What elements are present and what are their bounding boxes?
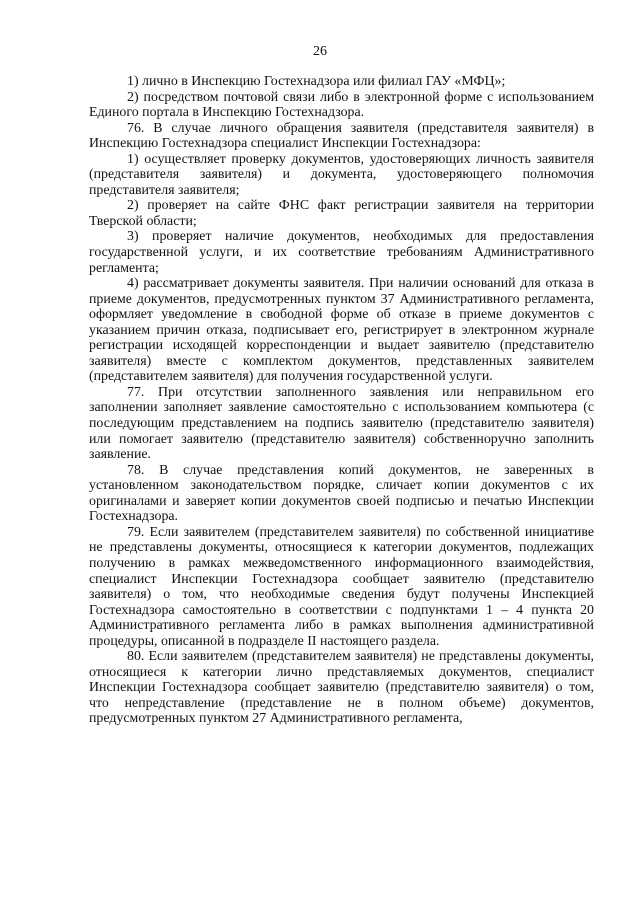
paragraph-76-1: 1) осуществляет проверку документов, удостоверяющих личность заявителя (представителя заявителя) и документа, удостоверяющего полномочия представителя заявителя;: [89, 151, 594, 198]
paragraph-80: 80. Если заявителем (представителем заявителя) не представлены документы, относящиеся к категории лично представляемых документов, специалист Инспекции Гостехнадзора сообщает заявителю (представителю заявителя) о том, что непредставление (представление не в полном объеме) документов, предусмотренных пунктом 27 Административного регламента,: [89, 649, 594, 727]
paragraph-76-3: 3) проверяет наличие документов, необходимых для предоставления государственной услуги, и их соответствие требованиям Административного регламента;: [89, 229, 594, 276]
document-body: [89, 74, 594, 727]
paragraph-76-2: 2) проверяет на сайте ФНС факт регистрации заявителя на территории Тверской области;: [89, 198, 594, 229]
paragraph-77: 77. При отсутствии заполненного заявления или неправильном его заполнении заполняет заявление самостоятельно с использованием компьютера (с последующим представлением на подпись заявителю (представителю заявителя) или помогает заявителю (представителю заявителя) собственноручно заполнить заявление.: [89, 384, 594, 463]
page-number: 26: [313, 44, 327, 59]
paragraph-delivery-post-or-online: 2) посредством почтовой связи либо в электронной форме с использованием Единого портала в Инспекцию Гостехнадзора.: [89, 89, 594, 121]
paragraph-delivery-in-person: 1) лично в Инспекцию Гостехнадзора или филиал ГАУ «МФЦ»;: [127, 74, 506, 89]
paragraph-78: 78. В случае представления копий документов, не заверенных в установленном законодательством порядке, сличает копии документов с их оригиналами и заверяет копии документов своей подписью и печатью Инспекции Гостехнадзора.: [89, 462, 594, 525]
paragraph-76-4: 4) рассматривает документы заявителя. При наличии оснований для отказа в приеме документов, предусмотренных пунктом 37 Административного регламента, оформляет уведомление в свободной форме об отказе в приеме документов с указанием причин отказа, подписывает его, регистрирует в электронном журнале регистрации исходящей корреспонденции и выдает заявителю (представителю заявителя) вместе с комплектом документов, представленных заявителем (представителем заявителя) для получения государственной услуги.: [89, 276, 594, 385]
paragraph-79: 79. Если заявителем (представителем заявителя) по собственной инициативе не представлены документы, относящиеся к категории документов, подлежащих получению в рамках межведомственного информационного взаимодействия, специалист Инспекции Гостехнадзора сообщает заявителю (представителю заявителя) о том, что необходимые сведения будут получены Инспекцией Гостехнадзора самостоятельно в соответствии с подпунктами 1 – 4 пункта 20 Административного регламента либо в рамках выполнения административной процедуры, описанной в подразделе II настоящего раздела.: [89, 524, 594, 649]
paragraph-76: 76. В случае личного обращения заявителя (представителя заявителя) в Инспекцию Гостехнадзора специалист Инспекции Гостехнадзора:: [89, 120, 594, 152]
